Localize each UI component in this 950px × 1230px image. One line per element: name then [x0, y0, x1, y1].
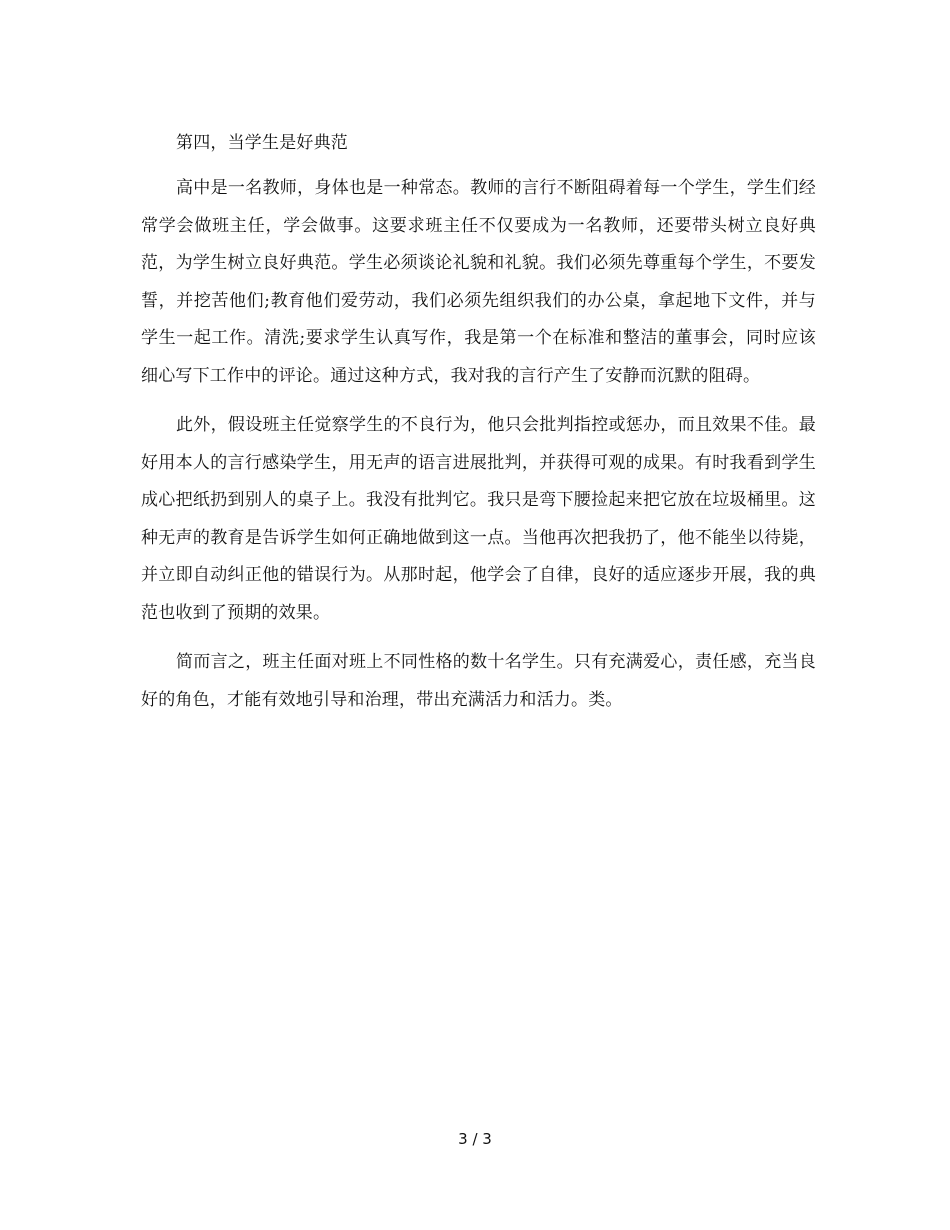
section-heading: 第四，当学生是好典范	[176, 133, 348, 153]
paragraph-text: 高中是一名教师，身体也是一种常态。教师的言行不断阻碍着每一个学生，学生们经常学会做班主任，学会做事。这要求班主任不仅要成为一名教师，还要带头树立良好典范，为学生树立良好典范。学生必须谈论礼貌和礼貌。我们必须先尊重每个学生，不要发誓，并挖苦他们;教育他们爱劳动，我们必须先组织我们的办公桌，拿起地下文件，并与学生一起工作。清洗;要求学生认真写作，我是第一个在标准和整洁的董事会，同时应该细心写下工作中的评论。通过这种方式，我对我的言行产生了安静而沉默的阻碍。	[141, 178, 816, 386]
paragraph-text: 此外，假设班主任觉察学生的不良行为，他只会批判指控或惩办，而且效果不佳。最好用本人的言行感染学生，用无声的语言进展批判，并获得可观的成果。有时我看到学生成心把纸扔到别人的桌子上。我没有批判它。我只是弯下腰捡起来把它放在垃圾桶里。这种无声的教育是告诉学生如何正确地做到这一点。当他再次把我扔了，他不能坐以待毙，并立即自动纠正他的错误行为。从那时起，他学会了自律，良好的适应逐步开展，我的典范也收到了预期的效果。	[141, 415, 816, 623]
paragraph-text: 简而言之，班主任面对班上不同性格的数十名学生。只有充满爱心，责任感，充当良好的角色，才能有效地引导和治理，带出充满活力和活力。类。	[141, 652, 816, 710]
paragraph-3	[141, 644, 816, 719]
document-body	[141, 126, 816, 731]
paragraph-2	[141, 407, 816, 632]
page-number: 3 / 3	[458, 1130, 492, 1148]
paragraph-1	[141, 170, 816, 395]
